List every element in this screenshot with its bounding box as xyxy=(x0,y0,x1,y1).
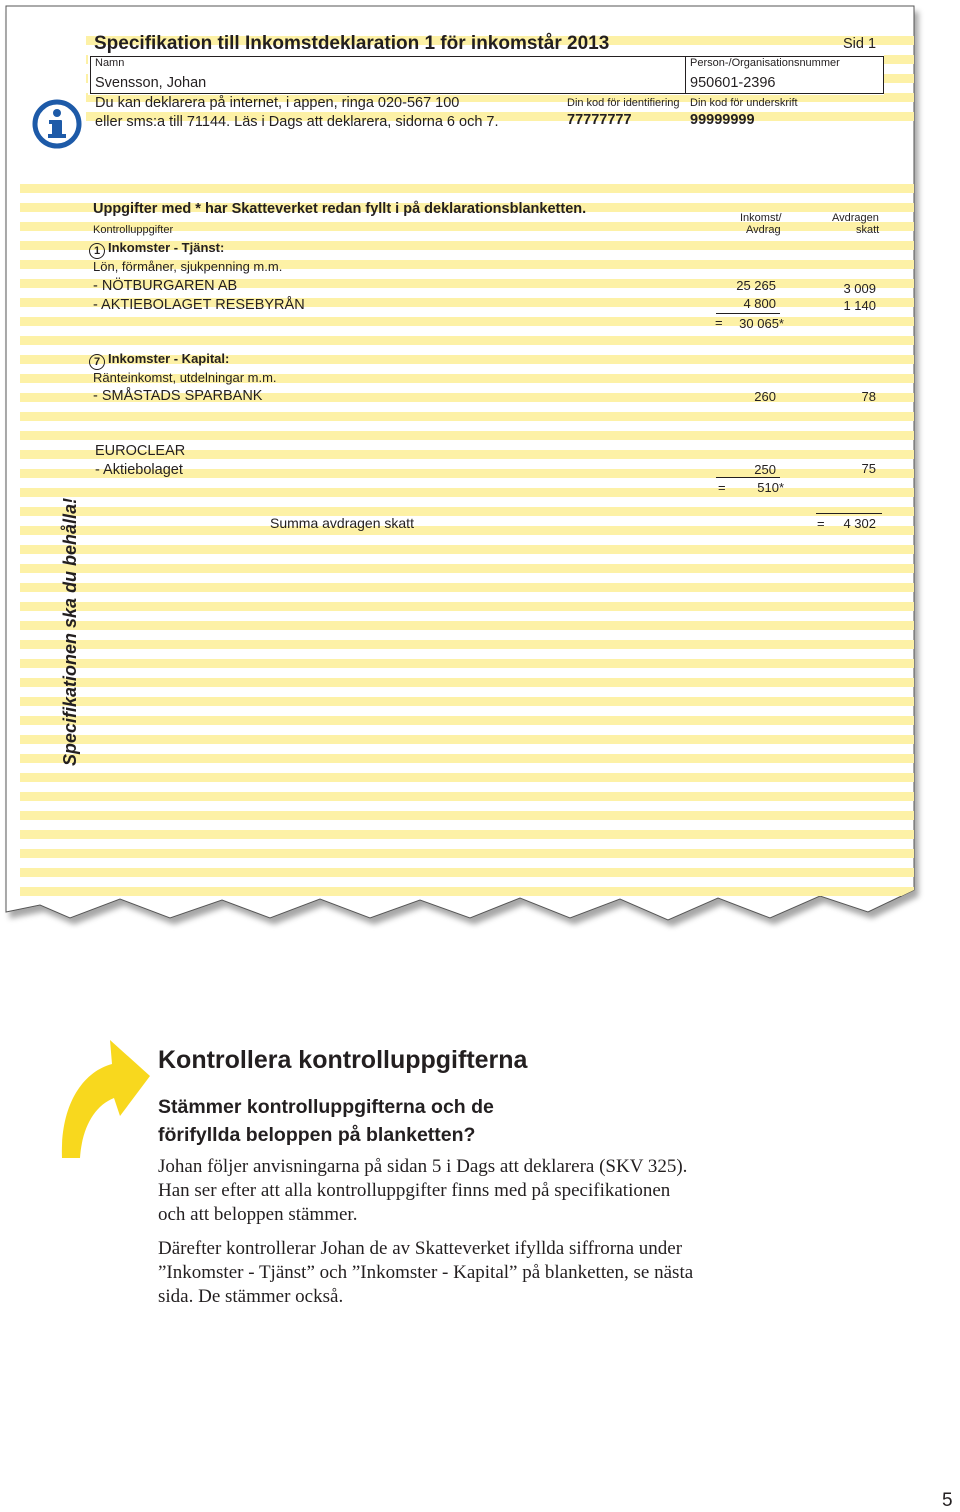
name-label: Namn xyxy=(95,57,125,69)
stripe-band xyxy=(20,431,920,440)
sum-value: 4 302 xyxy=(843,516,876,531)
section-1-subtitle: Lön, förmåner, sjukpenning m.m. xyxy=(93,259,283,274)
section-1-row-2-income: 4 800 xyxy=(743,296,776,311)
stripe-band xyxy=(20,697,920,706)
section-1-row-2-tax: 1 140 xyxy=(843,298,876,313)
col-tax-header-2: skatt xyxy=(856,224,880,236)
stripe-band xyxy=(20,640,920,649)
section-1-row-1-tax: 3 009 xyxy=(843,281,876,296)
side-note: Specifikationen ska du behålla! xyxy=(60,497,80,766)
id-code-value: 77777777 xyxy=(567,112,632,128)
stripe-band xyxy=(20,545,920,554)
euroclear-row-label: - Aktiebolaget xyxy=(95,462,183,478)
stripe-band xyxy=(20,811,920,820)
stripe-band xyxy=(20,887,920,896)
pnr-label: Person-/Organisationsnummer xyxy=(690,57,840,69)
section-1-row-1-label: - NÖTBURGAREN AB xyxy=(93,278,238,294)
col-tax-header-1: Avdragen xyxy=(832,212,879,224)
section-7-subtitle: Ränteinkomst, utdelningar m.m. xyxy=(93,370,277,385)
section-1-row-1-income: 25 265 xyxy=(736,278,776,293)
section-7-row-label: - SMÅSTADS SPARBANK xyxy=(93,388,263,404)
sum-label: Summa avdragen skatt xyxy=(270,515,414,531)
section-7-total: 510* xyxy=(757,480,784,495)
stripe-band xyxy=(20,184,920,193)
spec-heading: Uppgifter med * har Skatteverket redan fyllt i på deklarationsblanketten. xyxy=(93,201,587,217)
stripe-band xyxy=(20,507,920,516)
stripe-band xyxy=(20,830,920,839)
paragraph-1-line-3: och att beloppen stämmer. xyxy=(158,1204,358,1225)
paragraph-1-line-2: Han ser efter att alla kontrolluppgifter finns med på specifikationen xyxy=(158,1180,671,1201)
stripe-band xyxy=(20,412,920,421)
section-1-heading xyxy=(89,240,224,259)
name-box-divider xyxy=(685,56,686,93)
section-1-title: Inkomster - Tjänst: xyxy=(108,240,225,255)
section-1-total: 30 065* xyxy=(739,316,784,331)
stripe-band xyxy=(20,849,920,858)
sign-code-value: 99999999 xyxy=(690,112,755,128)
paragraph-2-line-3: sida. De stämmer också. xyxy=(158,1286,344,1307)
section-1-equals: = xyxy=(715,315,723,330)
stripe-band xyxy=(20,336,920,345)
paragraph-1-line-1: Johan följer anvisningarna på sidan 5 i Dags att deklarera (SKV 325). xyxy=(158,1156,688,1177)
section-7-heading xyxy=(89,351,229,370)
section-7-title: Inkomster - Kapital: xyxy=(108,351,230,366)
euroclear-label: EUROCLEAR xyxy=(95,443,186,459)
article-subheading-line-2: förifyllda beloppen på blanketten? xyxy=(158,1124,476,1146)
stripe-band xyxy=(20,621,920,630)
stripe-band xyxy=(20,716,920,725)
kontroll-label: Kontrolluppgifter xyxy=(93,224,174,236)
stripe-band xyxy=(20,754,920,763)
section-1-number: 1 xyxy=(89,243,105,259)
pnr-value: 950601-2396 xyxy=(690,75,776,91)
section-7-row-income: 260 xyxy=(754,389,776,404)
info-line-1: Du kan deklarera på internet, i appen, ringa 020-567 100 xyxy=(95,95,460,111)
section-7-sum-rule xyxy=(716,477,780,478)
article-subheading-line-1: Stämmer kontrolluppgifterna och de xyxy=(158,1096,494,1118)
sign-code-label: Din kod för underskrift xyxy=(690,97,798,109)
name-value: Svensson, Johan xyxy=(95,75,207,91)
stripe-band xyxy=(20,773,920,782)
paragraph-2-line-1: Därefter kontrollerar Johan de av Skatteverket ifyllda siffrorna under xyxy=(158,1238,683,1259)
page-label: Sid 1 xyxy=(843,36,877,52)
section-1-sum-rule xyxy=(716,313,780,314)
stripe-band xyxy=(20,868,920,877)
stripe-band xyxy=(20,317,920,326)
stripe-band xyxy=(20,792,920,801)
euroclear-row-tax: 75 xyxy=(861,461,876,476)
section-7-equals: = xyxy=(718,480,726,495)
article-heading: Kontrollera kontrolluppgifterna xyxy=(158,1046,528,1074)
stripe-band xyxy=(20,735,920,744)
form-title: Specifikation till Inkomstdeklaration 1 för inkomstår 2013 xyxy=(94,33,610,54)
stripe-band xyxy=(20,526,920,535)
stripe-band xyxy=(20,564,920,573)
sum-rule xyxy=(816,513,882,514)
section-7-number: 7 xyxy=(89,354,105,370)
stripe-band xyxy=(20,659,920,668)
paragraph-2-line-2: ”Inkomster - Tjänst” och ”Inkomster - Kapital” på blanketten, se nästa xyxy=(158,1262,694,1283)
section-7-row-tax: 78 xyxy=(861,389,876,404)
col-income-header-2: Avdrag xyxy=(746,224,781,236)
col-income-header-1: Inkomst/ xyxy=(740,212,782,224)
stripe-band xyxy=(20,678,920,687)
curved-arrow-icon xyxy=(52,1036,152,1160)
sum-equals: = xyxy=(817,516,825,531)
section-1-row-2-label: - AKTIEBOLAGET RESEBYRÅN xyxy=(93,297,305,313)
id-code-label: Din kod för identifiering xyxy=(567,97,680,109)
stripe-band xyxy=(20,602,920,611)
stripe-band xyxy=(20,488,920,497)
info-icon xyxy=(31,98,83,150)
stripe-band xyxy=(20,583,920,592)
info-line-2: eller sms:a till 71144. Läs i Dags att deklarera, sidorna 6 och 7. xyxy=(95,114,499,130)
page-number: 5 xyxy=(942,1490,953,1511)
euroclear-row-income: 250 xyxy=(754,462,776,477)
